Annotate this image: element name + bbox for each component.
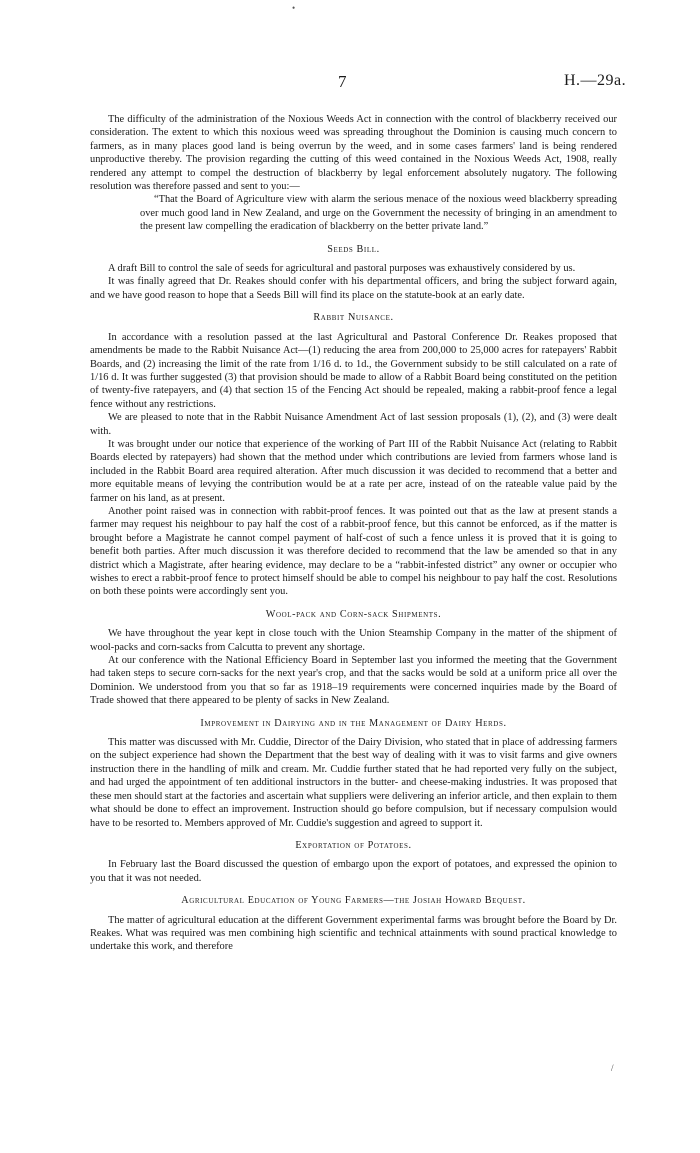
heading-rabbit-nuisance: Rabbit Nuisance. bbox=[313, 312, 394, 324]
paragraph-experimental-farms: The matter of agricultural education at the different Government experimental farms was brought before the Board by Dr. Reakes. What was required was men combining high scientific and technical attainments with sound practical knowledge to undertake this work, and therefore bbox=[90, 914, 617, 953]
document-body bbox=[90, 113, 617, 954]
paragraph-rabbit-fences: Another point raised was in connection with rabbit-proof fences. It was pointed out that as the law at present stands a farmer may request his neighbour to pay half the cost of a rabbit-proof fence, but this cannot be enforced, as if the matter is brought before a Magistrate he cannot compel payment of half-cost of such a fence unless it is proved that it is going to benefit both parties. After much discussion it was therefore decided to recommend that the law be amended so that in any district which a Magistrate, after hearing evidence, may declare to be a “rabbit-infested district” any owner or occupier who wishes to erect a rabbit-proof fence to protect himself should be able to compel his neighbour to pay half the cost. Resolutions on both these points were accordingly sent you. bbox=[90, 505, 617, 598]
paragraph-seeds-agreement: It was finally agreed that Dr. Reakes should confer with his departmental officers, and bring the subject forward again, and we have good reason to hope that a Seeds Bill will find its place on the statute-book at an early date. bbox=[90, 276, 617, 301]
heading-wool-pack: Wool-pack and Corn-sack Shipments. bbox=[265, 608, 442, 620]
paragraph-dairy-division: This matter was discussed with Mr. Cuddie, Director of the Dairy Division, who stated that in place of addressing farmers on the subject experience had shown the Department that the best way of dealing with it was to visit farms and give owners instruction there in the handling of milk and cream. Mr. Cuddie further stated that he had reported very fully on the subject, and had urged the appointment of ten additional instructors in the butter- and cheese-making industries. It was proposed that these men should start at the factories and ascertain what suppliers were delivering an inferior article, and then explain to them what should be done to effect an improvement. Instruction should go before compulsion, but if necessary compulsion would have to be resorted to. Members approved of Mr. Cuddie's suggestion and agreed to support it. bbox=[90, 737, 617, 829]
paragraph-noxious-weeds: The difficulty of the administration of the Noxious Weeds Act in connection with the control of blackberry received our consideration. The extent to which this noxious weed was spreading throughout the Dominion is causing much concern to farmers, as in many places good land is being overrun by the weed, and in some cases farmers' land is being rendered unproductive thereby. The provision regarding the cutting of this weed contained in the Noxious Weeds Act, 1908, really rendered any attempt to compel the destruction of blackberry by legal enforcement absolutely nugatory. The following resolution was therefore passed and sent to you:— bbox=[90, 114, 617, 193]
heading-agricultural-education: Agricultural Education of Young Farmers—the Josiah Howard Bequest. bbox=[181, 895, 526, 907]
speck-mark: • bbox=[292, 3, 296, 13]
paragraph-rabbit-conference: In accordance with a resolution passed at the last Agricultural and Pastoral Conference Dr. Reakes proposed that amendments be made to the Rabbit Nuisance Act—(1) reducing the area from 200,000 to 25,000 acres for ratepayers' Rabbit Boards, and (2) increasing the limit of the rate from 1/16 d. to 1d., the Government subsidy to be still calculated on a rate of 1/16 d. It was further suggested (3) that provision should be made to allow of a Rabbit Board being constituted on the petition of twenty-five ratepayers, and (4) that section 15 of the Fencing Act should be repealed, making a rabbit-proof fence a legal fence without any restrictions. bbox=[90, 331, 617, 410]
paragraph-rabbit-amendment: We are pleased to note that in the Rabbit Nuisance Amendment Act of last session proposals (1), (2), and (3) were dealt with. bbox=[90, 412, 617, 437]
paragraph-efficiency-board: At our conference with the National Efficiency Board in September last you informed the meeting that the Government had taken steps to secure corn-sacks for the next year's crop, and that the sacks would be sold at a uniform price all over the Dominion. We understood from you that so far as 1918–19 requirements were concerned inquiries made by the Board of Trade showed that there appeared to be plenty of sacks in New Zealand. bbox=[90, 655, 617, 707]
heading-dairying: Improvement in Dairying and in the Management of Dairy Herds. bbox=[200, 717, 507, 729]
page-turn-mark: / bbox=[611, 1063, 614, 1073]
document-reference: H.—29a. bbox=[564, 72, 627, 89]
paragraph-rabbit-part-three: It was brought under our notice that experience of the working of Part III of the Rabbit Nuisance Act (relating to Rabbit Boards elected by ratepayers) had shown that the method under which contributions are levied from farmers whose land is included in the Rabbit Board area required alteration. After much discussion it was decided to recommend that a better and more equitable means of levying the contribution would be at a rate per acre, instead of on the rateable value paid by the farmer on his land, as at present. bbox=[90, 438, 617, 504]
paragraph-potato-embargo: In February last the Board discussed the question of embargo upon the export of potatoes, and expressed the opinion to you that it was not needed. bbox=[90, 859, 617, 884]
heading-potatoes: Exportation of Potatoes. bbox=[295, 839, 412, 851]
resolution-quote: “That the Board of Agriculture view with alarm the serious menace of the noxious weed blackberry spreading over much good land in New Zealand, and urge on the Government the necessity of bringing in an amendment to the present law compelling the eradication of blackberry on the better private land.” bbox=[140, 194, 617, 233]
paragraph-draft-bill: A draft Bill to control the sale of seeds for agricultural and pastoral purposes was exhaustively considered by us. bbox=[108, 263, 576, 275]
heading-seeds-bill: Seeds Bill. bbox=[327, 243, 380, 255]
page-number: 7 bbox=[338, 72, 347, 91]
paragraph-union-steamship: We have throughout the year kept in close touch with the Union Steamship Company in the matter of the shipment of wool-packs and corn-sacks from Calcutta to prevent any shortage. bbox=[90, 628, 617, 653]
